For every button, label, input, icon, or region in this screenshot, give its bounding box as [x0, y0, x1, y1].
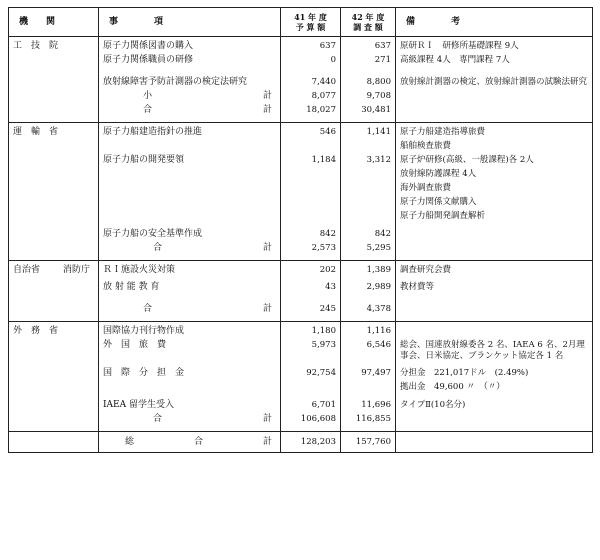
budget-41-cell: 637	[281, 37, 341, 56]
table-row	[9, 169, 593, 183]
total-label-2: 計	[262, 105, 272, 115]
agency-cell: 工 技 院	[9, 37, 99, 56]
budget-42-cell: 1,116	[341, 322, 396, 341]
budget-42-cell: 116,855	[341, 414, 396, 432]
total-row	[9, 243, 593, 261]
table-row	[9, 197, 593, 211]
grand-total-42: 157,760	[341, 432, 396, 453]
remarks-cell: 原子力船開発調査解析	[396, 211, 593, 225]
budget-41-cell: 0	[281, 55, 341, 69]
total-row	[9, 414, 593, 432]
table-header-row	[9, 8, 593, 37]
budget-42-cell: 97,497	[341, 362, 396, 382]
remarks-cell: 教材費等	[396, 279, 593, 296]
agency-cell: 外 務 省	[9, 322, 99, 341]
agency-cell: 自治省 消防庁	[9, 261, 99, 280]
remarks-cell: 海外調査旅費	[396, 183, 593, 197]
table-row	[9, 340, 593, 362]
item-cell: 原子力船の開発要領	[99, 155, 281, 169]
grand-total-label-2: 合	[193, 436, 203, 447]
subtotal-label-2: 計	[262, 91, 272, 101]
budget-41-cell: 7,440	[281, 69, 341, 91]
budget-41-cell: 5,973	[281, 340, 341, 362]
budget-41-cell: 43	[281, 279, 341, 296]
budget-41-cell: 92,754	[281, 362, 341, 382]
budget-41-cell: 106,608	[281, 414, 341, 432]
header-agency: 機 関	[9, 8, 99, 37]
header-matter: 事 項	[99, 8, 281, 37]
remarks-cell: 放射線防護課程 4人	[396, 169, 593, 183]
budget-42-cell: 3,312	[341, 155, 396, 169]
budget-42-cell: 842	[341, 225, 396, 243]
budget-42-cell: 1,141	[341, 123, 396, 142]
item-cell: 放射線障害予防計測器の検定法研究	[99, 69, 281, 91]
agency-cell: 運 輸 省	[9, 123, 99, 142]
total-label-2: 計	[262, 304, 272, 314]
table-row	[9, 362, 593, 382]
budget-41-cell: 8,077	[281, 91, 341, 105]
budget-table	[8, 7, 593, 453]
item-cell	[99, 141, 281, 155]
budget-42-cell: 2,989	[341, 279, 396, 296]
remarks-cell: 原子力船建造指導旅費	[396, 123, 593, 142]
budget-41-cell: 202	[281, 261, 341, 280]
table-row	[9, 183, 593, 197]
table-row	[9, 55, 593, 69]
budget-41-cell: 2,573	[281, 243, 341, 261]
subtotal-row	[9, 91, 593, 105]
remarks-cell: 船舶検査旅費	[396, 141, 593, 155]
total-label: 合	[143, 105, 153, 115]
remarks-cell: 放射線計測器の検定、放射線計測器の試験法研究	[396, 69, 593, 91]
header-remarks: 備 考	[396, 8, 593, 37]
remarks-cell: 高級課程 4人 専門課程 7人	[396, 55, 593, 69]
item-cell: 原子力関係図書の購入	[99, 37, 281, 56]
remarks-cell: 原子炉研修(高級、一般課程)各 2人	[396, 155, 593, 169]
table-row	[9, 225, 593, 243]
budget-41-cell: 1,180	[281, 322, 341, 341]
budget-42-cell: 8,800	[341, 69, 396, 91]
remarks-cell: タイプⅡ(10名分)	[396, 396, 593, 414]
table-row	[9, 69, 593, 91]
total-label: 合	[153, 243, 163, 253]
budget-41-cell: 546	[281, 123, 341, 142]
item-cell: ＲＩ施設火災対策	[99, 261, 281, 280]
item-cell: 放 射 能 教 育	[99, 279, 281, 296]
header-budget-41: 41 年 度 予 算 額	[281, 8, 341, 37]
budget-42-cell: 1,389	[341, 261, 396, 280]
grand-total-row	[9, 432, 593, 453]
header-budget-42: 42 年 度 調 査 額	[341, 8, 396, 37]
grand-total-41: 128,203	[281, 432, 341, 453]
budget-42-cell: 30,481	[341, 105, 396, 123]
budget-42-cell: 6,546	[341, 340, 396, 362]
total-row	[9, 296, 593, 322]
budget-41-cell: 1,184	[281, 155, 341, 169]
budget-42-cell: 9,708	[341, 91, 396, 105]
budget-42-cell: 11,696	[341, 396, 396, 414]
table-row	[9, 382, 593, 396]
item-cell: 原子力船の安全基準作成	[99, 225, 281, 243]
remarks-cell: 拠出金 49,600 〃 （〃）	[396, 382, 593, 396]
item-cell: IAEA 留学生受入	[99, 396, 281, 414]
budget-42-cell: 271	[341, 55, 396, 69]
remarks-cell: 総会、国連放射線委各 2 名、IAEA 6 名、2月理事会、日米協定、ブランケット協定各 1 名	[396, 340, 593, 362]
budget-41-cell: 842	[281, 225, 341, 243]
remarks-cell: 分担金 221,017ドル (2.49%)	[396, 362, 593, 382]
table-row	[9, 123, 593, 142]
item-cell: 原子力船建造指針の推進	[99, 123, 281, 142]
item-cell: 原子力関係職員の研修	[99, 55, 281, 69]
grand-total-label-3: 計	[262, 436, 272, 447]
total-row	[9, 105, 593, 123]
table-row	[9, 396, 593, 414]
budget-42-cell: 4,378	[341, 296, 396, 322]
grand-total-label-1: 総	[125, 436, 135, 447]
remarks-cell: 調査研究会費	[396, 261, 593, 280]
total-label: 合	[153, 414, 163, 424]
table-row	[9, 141, 593, 155]
subtotal-label: 小	[143, 91, 153, 101]
table-row	[9, 211, 593, 225]
budget-42-cell: 637	[341, 37, 396, 56]
total-label: 合	[143, 304, 153, 314]
table-row	[9, 155, 593, 169]
item-cell: 国際協力刊行物作成	[99, 322, 281, 341]
item-cell: 外 国 旅 費	[99, 340, 281, 362]
table-row	[9, 322, 593, 341]
budget-41-cell: 6,701	[281, 396, 341, 414]
item-cell: 国 際 分 担 金	[99, 362, 281, 382]
table-row	[9, 261, 593, 280]
remarks-cell: 原研ＲＩ 研修所基礎課程 9人	[396, 37, 593, 56]
remarks-cell: 原子力関係文献購入	[396, 197, 593, 211]
table-row	[9, 37, 593, 56]
total-label-2: 計	[262, 414, 272, 424]
total-label-2: 計	[262, 243, 272, 253]
budget-42-cell: 5,295	[341, 243, 396, 261]
table-row	[9, 279, 593, 296]
budget-41-cell: 245	[281, 296, 341, 322]
budget-41-cell: 18,027	[281, 105, 341, 123]
